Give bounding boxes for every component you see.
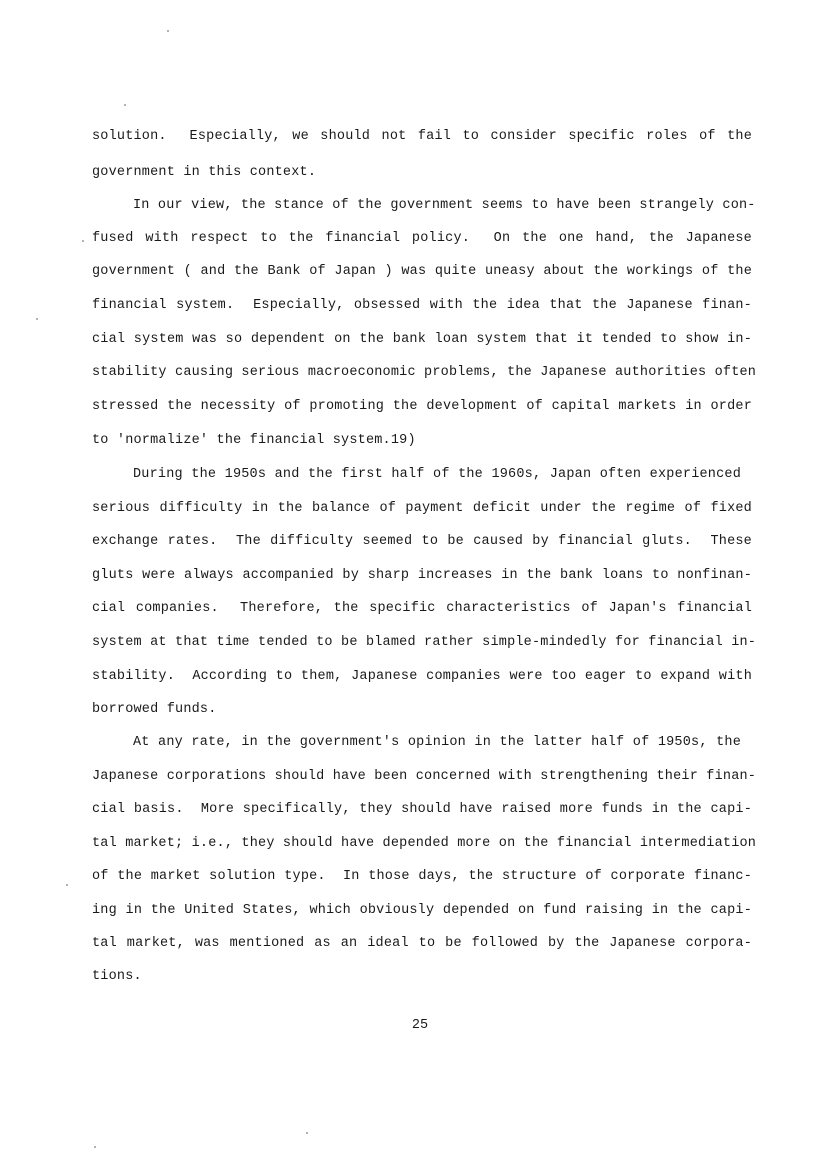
scan-speck [94,1146,96,1148]
text-line-13: exchange rates. The difficulty seemed to be caused by financial gluts. These [92,534,752,549]
text-line-2: government in this context. [92,165,317,180]
text-line-21: cial basis. More specifically, they should have raised more funds in the capi- [92,802,752,817]
text-line-24: ing in the United States, which obviously depended on fund raising in the capi- [92,903,752,918]
text-line-9: stressed the necessity of promoting the development of capital markets in order [92,399,752,414]
text-line-16: system at that time tended to be blamed rather simple-mindedly for financial in- [92,635,757,650]
scan-speck [124,104,126,106]
text-line-26: tions. [92,969,142,984]
text-line-25: tal market, was mentioned as an ideal to be followed by the Japanese corpora- [92,936,752,951]
text-line-12: serious difficulty in the balance of payment deficit under the regime of fixed [92,501,752,516]
text-line-17: stability. According to them, Japanese companies were too eager to expand with [92,669,752,684]
scan-speck [66,884,68,886]
scan-speck [306,1132,308,1134]
text-line-19: At any rate, in the government's opinion in the latter half of 1950s, the [133,735,741,750]
scan-speck [36,318,38,320]
text-line-11: During the 1950s and the first half of the 1960s, Japan often experienced [133,467,741,482]
text-line-4: fused with respect to the financial policy. On the one hand, the Japanese [92,231,752,246]
text-line-15: cial companies. Therefore, the specific characteristics of Japan's financial [92,601,752,616]
text-line-18: borrowed funds. [92,702,217,717]
text-line-8: stability causing serious macroeconomic problems, the Japanese authorities often [92,365,757,380]
text-line-23: of the market solution type. In those days, the structure of corporate financ- [92,869,752,884]
text-line-5: government ( and the Bank of Japan ) was quite uneasy about the workings of the [92,264,752,279]
text-line-1: solution. Especially, we should not fail to consider specific roles of the [92,129,752,144]
page-number: 25 [411,1018,429,1033]
text-line-14: gluts were always accompanied by sharp increases in the bank loans to nonfinan- [92,568,752,583]
text-line-6: financial system. Especially, obsessed with the idea that the Japanese finan- [92,298,752,313]
text-line-7: cial system was so dependent on the bank loan system that it tended to show in- [92,332,752,347]
text-line-20: Japanese corporations should have been concerned with strengthening their finan- [92,769,757,784]
text-line-3: In our view, the stance of the government seems to have been strangely con- [133,198,756,213]
scan-speck [82,240,84,242]
text-line-22: tal market; i.e., they should have depended more on the financial intermediation [92,836,757,851]
scan-speck [167,30,169,32]
text-line-10: to 'normalize' the financial system.19) [92,433,416,448]
